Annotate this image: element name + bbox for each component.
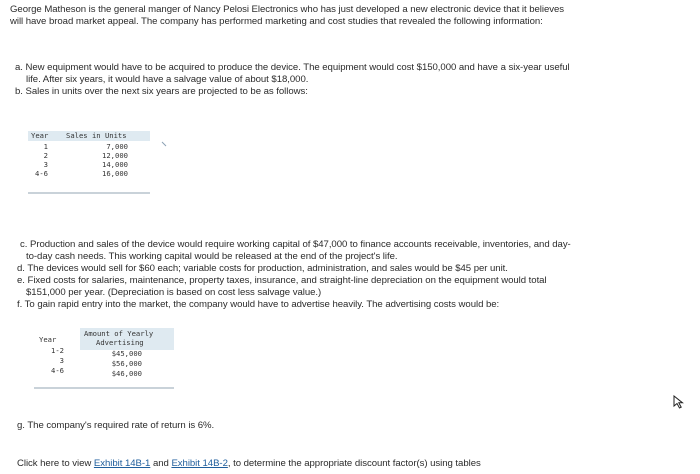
item-e-line-1: e. Fixed costs for salaries, maintenance, property taxes, insurance, and straight-line depreciation on the equipment would total [17,275,547,286]
advertising-table-rule [34,387,174,389]
item-a-line-2: life. After six years, it would have a salvage value of about $18,000. [26,74,309,85]
sales-row-units: 12,000 [102,151,128,160]
footer-suffix: , to determine the appropriate discount factor(s) using tables [227,458,481,469]
sales-row-units: 16,000 [102,169,128,178]
item-c-line-1: c. Production and sales of the device would require working capital of $47,000 to finance accounts receivable, inventories, and day- [20,239,571,250]
footer-mid: and [152,458,169,469]
item-b-line-1: b. Sales in units over the next six years are projected to be as follows: [15,86,308,97]
item-g-line: g. The company's required rate of return is 6%. [17,420,215,431]
intro-line-1: George Matheson is the general manger of Nancy Pelosi Electronics who has just developed a new electronic device that it believes [10,4,565,15]
item-f-line-1: f. To gain rapid entry into the market, the company would have to advertise heavily. The advertising costs would be: [17,299,500,310]
footer-line [17,458,481,470]
intro-line-2: will have broad market appeal. The company has performed marketing and cost studies that revealed the following information: [10,16,543,27]
ad-row-amount: $56,000 [111,359,142,368]
sales-row-year: 1 [43,142,48,151]
ad-row-year: 1-2 [51,346,64,355]
ad-row-year: 4-6 [51,366,64,375]
ad-row-amount: $45,000 [111,349,142,358]
footer-prefix: Click here to view [17,458,92,469]
sales-row-year: 2 [43,151,48,160]
item-e-line-2: $151,000 per year. (Depreciation is based on cost less salvage value.) [26,287,322,298]
tick-mark-icon [161,141,167,147]
item-c-line-2: to-day cash needs. This working capital would be released at the end of the project's life. [26,251,398,262]
sales-col-units: Sales in Units [66,131,127,140]
ad-col-amount-line-2: Advertising [96,338,144,347]
ad-row-amount: $46,000 [111,369,142,378]
sales-row-units: 7,000 [106,142,128,151]
ad-col-year: Year [39,335,57,344]
mouse-pointer-icon [672,395,686,409]
sales-row-units: 14,000 [102,160,128,169]
sales-col-year: Year [31,131,49,140]
item-a-line-1: a. New equipment would have to be acquired to produce the device. The equipment would cost $150,000 and have a six-year useful [15,62,570,73]
ad-row-year: 3 [59,356,64,365]
sales-row-year: 3 [43,160,48,169]
sales-row-year: 4-6 [35,169,48,178]
exhibit-14b-1-link[interactable]: Exhibit 14B-1 [93,458,151,469]
sales-table-rule [28,192,150,194]
advertising-table [34,328,174,392]
exhibit-14b-2-link[interactable]: Exhibit 14B-2 [171,458,228,469]
item-d-line-1: d. The devices would sell for $60 each; variable costs for production, administration, and sales would be $45 per unit. [17,263,508,274]
ad-col-amount-line-1: Amount of Yearly [84,329,154,338]
sales-table [28,131,150,199]
